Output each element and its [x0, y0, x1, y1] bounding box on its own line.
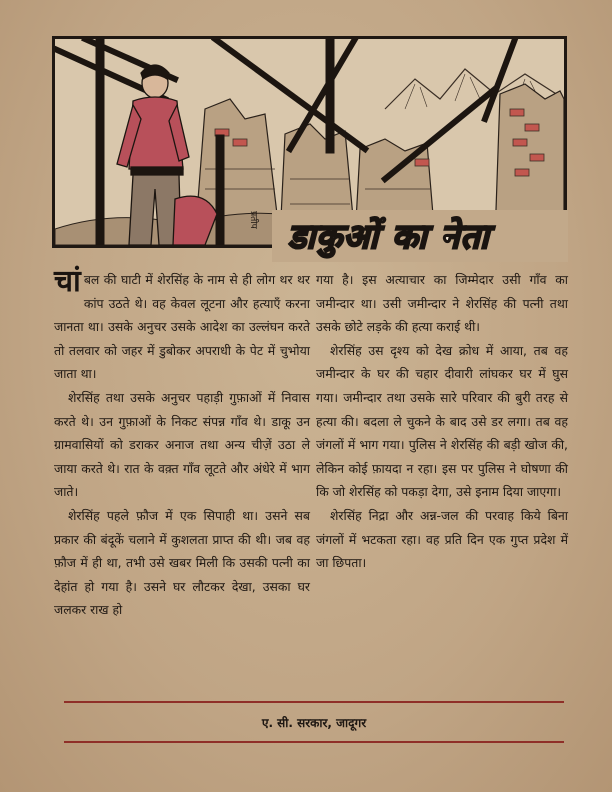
footer-rule-bottom [64, 741, 564, 743]
paragraph: गया है। इस अत्याचार का जिम्मेदार उसी गाँव का जमीन्दार था। उसी जमीन्दार ने शेरसिंह की पत्नी तथा उसके छोटे लड़के की हत्या कराई थी। [316, 272, 568, 335]
paragraph: शेरसिंह निद्रा और अन्न-जल की परवाह किये बिना जंगलों में भटकता रहा। वह प्रति दिन एक गुप्त प्रदेश में जा छिपता। [316, 507, 568, 571]
paragraph-text: बल की घाटी में शेरसिंह के नाम से ही लोग थर थर कांप उठते थे। वह केवल लूटना और हत्याएँ करना जानता था। उसके अनुचर उसके आदेश का उल्लंघन करते तो तलवार को जहर में डुबोकर अपराधी के पेट में चुभोया जाता था। [54, 272, 310, 382]
text-column-right [316, 268, 568, 575]
drop-cap: चां [54, 264, 81, 299]
paragraph [54, 264, 310, 386]
footer-advertisement: ए. सी. सरकार, जादूगर [261, 716, 367, 730]
paragraph: शेरसिंह तथा उसके अनुचर पहाड़ी गुफ़ाओं में निवास करते थे। उन गुफ़ाओं के निकट संपन्न गाँव थे। डाकू उन ग्रामवासियों को डराकर अनाज तथा अन्य चीज़ें उठा ले जाया करते थे। रात के वक़्त गाँव लूटते और अंधेरे में भाग जाते। [54, 389, 310, 500]
footer-rule-top [64, 701, 564, 703]
story-title: डाकुओं का नेता [288, 217, 490, 257]
paragraph: शेरसिंह पहले फ़ौज में एक सिपाही था। उसने सब प्रकार की बंदूकें चलाने में कुशलता प्राप्त की थी। जब वह फ़ौज में ही था, तभी उसे खबर मिली कि उसकी पत्नी का देहांत हो गया है। उसने घर लौटकर देखा, उसका घर जलकर राख हो [54, 507, 310, 618]
paragraph: शेरसिंह उस दृश्य को देख क्रोध में आया, तब वह जमीन्दार के घर की चहार दीवारी लांघकर घर में घुस गया। जमीन्दार तथा उसके सारे परिवार की बुरी तरह से हत्या की। बदला ले चुकने के बाद उसे डर लगा। तब वह जंगलों में भाग गया। पुलिस ने शेरसिंह की बड़ी खोज की, लेकिन कोई फ़ायदा न रहा। इस पर पुलिस ने घोषणा की कि जो शेरसिंह को पकड़ा देगा, उसे इनाम दिया जाएगा। [316, 342, 568, 500]
artist-signature: प्रतीप [248, 211, 258, 229]
text-column-left [54, 264, 310, 622]
